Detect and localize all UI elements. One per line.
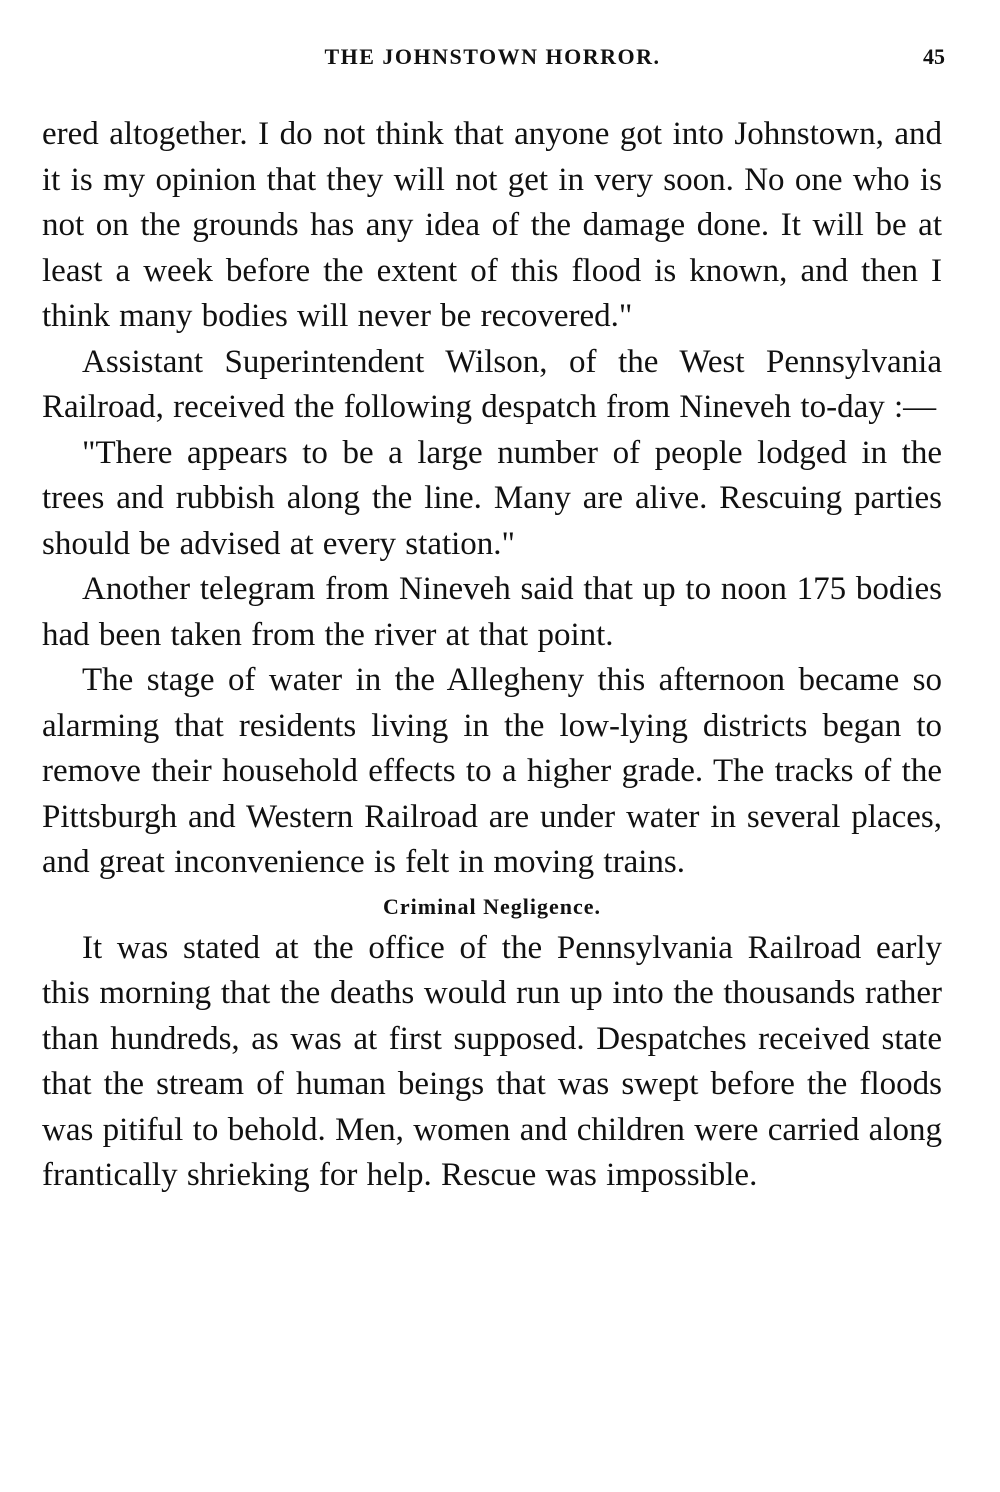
page-number: 45 <box>923 44 945 69</box>
paragraph-continued: ered altogether. I do not think that anyone got into Johnstown, and it is my opinion that they will not get in very soon. No one who is not on the grounds has any idea of the damage done. It will be at least a week before the extent of this flood is known, and then I think many bodies will never be recovered." <box>42 116 942 334</box>
running-head <box>40 44 945 80</box>
running-title: THE JOHNSTOWN HORROR. <box>324 44 661 69</box>
paragraph: It was stated at the office of the Pennsylvania Railroad early this morning that the deaths would run up into the thousands rather than hundreds, as was at first supposed. Despatches received state that the stream of human beings that was swept before the floods was pitiful to behold. Men, women and children were carried along frantically shrieking for help. Rescue was impossible. <box>42 929 942 1193</box>
section-subheading: Criminal Negligence. <box>383 893 601 919</box>
paragraph-quotation: "There appears to be a large number of people lodged in the trees and rubbish along the line. Many are alive. Rescuing parties should be advised at every station." <box>42 434 942 562</box>
paragraph: The stage of water in the Allegheny this afternoon became so alarming that residents living in the low-lying districts began to remove their household effects to a higher grade. The tracks of the Pittsburgh and Western Railroad are under water in several places, and great inconvenience is felt in moving trains. <box>42 662 942 880</box>
paragraph: Assistant Superintendent Wilson, of the West Pennsylvania Railroad, received the following despatch from Nineveh to-day :— <box>42 343 942 425</box>
paragraph: Another telegram from Nineveh said that up to noon 175 bodies had been taken from the river at that point. <box>42 571 942 653</box>
text-block <box>42 112 942 1199</box>
